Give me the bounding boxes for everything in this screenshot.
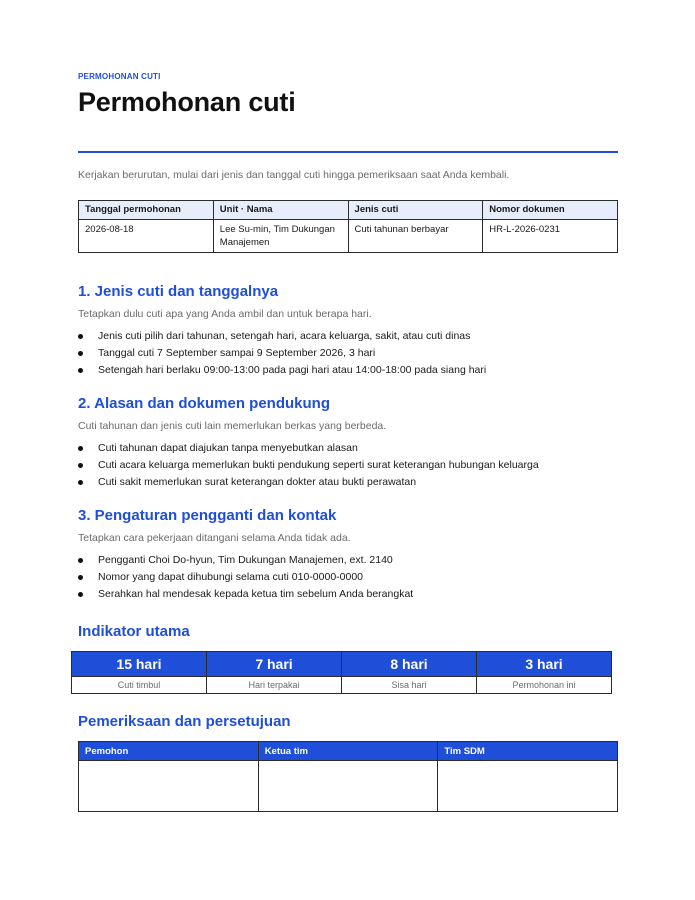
intro-text: Kerjakan berurutan, mulai dari jenis dan tanggal cuti hingga pemeriksaan saat Anda kembali. bbox=[78, 169, 510, 181]
section-reason-documents bbox=[78, 395, 618, 491]
kpi-labels-row bbox=[72, 677, 612, 694]
bullet-icon bbox=[78, 446, 83, 451]
list-item: Cuti tahunan dapat diajukan tanpa menyebutkan alasan bbox=[78, 440, 618, 457]
signature-box-applicant[interactable] bbox=[79, 761, 259, 812]
section-title: 1. Jenis cuti dan tanggalnya bbox=[78, 283, 279, 300]
value-unit-name: Lee Su-min, Tim Dukungan Manajemen bbox=[213, 220, 348, 253]
kpi-title: Indikator utama bbox=[78, 623, 190, 640]
kpi-label-this-request: Permohonan ini bbox=[477, 677, 612, 694]
bullet-icon bbox=[78, 368, 83, 373]
approval-table bbox=[78, 741, 618, 812]
kpi-table bbox=[71, 651, 612, 694]
section-description: Tetapkan cara pekerjaan ditangani selama Anda tidak ada. bbox=[78, 532, 351, 544]
request-info-table bbox=[78, 200, 618, 253]
bullet-icon bbox=[78, 575, 83, 580]
list-item: Nomor yang dapat dihubungi selama cuti 010-0000-0000 bbox=[78, 569, 618, 586]
bullet-icon bbox=[78, 334, 83, 339]
bullet-icon bbox=[78, 463, 83, 468]
approval-header-team-lead: Ketua tim bbox=[258, 742, 438, 761]
list-item: Tanggal cuti 7 September sampai 9 September 2026, 3 hari bbox=[78, 345, 618, 362]
header-request-date: Tanggal permohonan bbox=[79, 201, 214, 220]
approval-signature-row bbox=[79, 761, 618, 812]
kpi-label-remaining: Sisa hari bbox=[342, 677, 477, 694]
approval-title: Pemeriksaan dan persetujuan bbox=[78, 713, 291, 730]
bullet-icon bbox=[78, 480, 83, 485]
bullet-list bbox=[78, 552, 618, 603]
header-leave-type: Jenis cuti bbox=[348, 201, 483, 220]
approval-header-hr: Tim SDM bbox=[438, 742, 618, 761]
bullet-list bbox=[78, 328, 618, 379]
approval-header-row bbox=[79, 742, 618, 761]
list-item: Cuti sakit memerlukan surat keterangan dokter atau bukti perawatan bbox=[78, 474, 618, 491]
list-item: Jenis cuti pilih dari tahunan, setengah hari, acara keluarga, sakit, atau cuti dinas bbox=[78, 328, 618, 345]
value-document-number: HR-L-2026-0231 bbox=[483, 220, 618, 253]
approval-header-applicant: Pemohon bbox=[79, 742, 259, 761]
bullet-icon bbox=[78, 558, 83, 563]
list-item: Pengganti Choi Do-hyun, Tim Dukungan Manajemen, ext. 2140 bbox=[78, 552, 618, 569]
kpi-label-accrued: Cuti timbul bbox=[72, 677, 207, 694]
value-leave-type: Cuti tahunan berbayar bbox=[348, 220, 483, 253]
section-description: Cuti tahunan dan jenis cuti lain memerlukan berkas yang berbeda. bbox=[78, 420, 387, 432]
kpi-value-this-request: 3 hari bbox=[477, 652, 612, 677]
kpi-label-used: Hari terpakai bbox=[207, 677, 342, 694]
section-title: 2. Alasan dan dokumen pendukung bbox=[78, 395, 330, 412]
bullet-list bbox=[78, 440, 618, 491]
section-description: Tetapkan dulu cuti apa yang Anda ambil dan untuk berapa hari. bbox=[78, 308, 372, 320]
header-unit-name: Unit · Nama bbox=[213, 201, 348, 220]
signature-box-hr[interactable] bbox=[438, 761, 618, 812]
kpi-value-remaining: 8 hari bbox=[342, 652, 477, 677]
section-leave-type-dates bbox=[78, 283, 618, 379]
page-title: Permohonan cuti bbox=[78, 87, 296, 117]
document-eyebrow: PERMOHONAN CUTI bbox=[78, 72, 161, 81]
title-divider bbox=[78, 151, 618, 153]
kpi-value-used: 7 hari bbox=[207, 652, 342, 677]
header-document-number: Nomor dokumen bbox=[483, 201, 618, 220]
request-info-value-row bbox=[79, 220, 618, 253]
kpi-values-row bbox=[72, 652, 612, 677]
kpi-value-accrued: 15 hari bbox=[72, 652, 207, 677]
list-item: Setengah hari berlaku 09:00-13:00 pada pagi hari atau 14:00-18:00 pada siang hari bbox=[78, 362, 618, 379]
section-substitute-contact bbox=[78, 507, 618, 603]
list-item: Cuti acara keluarga memerlukan bukti pendukung seperti surat keterangan hubungan keluarga bbox=[78, 457, 618, 474]
bullet-icon bbox=[78, 351, 83, 356]
signature-box-team-lead[interactable] bbox=[258, 761, 438, 812]
value-request-date: 2026-08-18 bbox=[79, 220, 214, 253]
bullet-icon bbox=[78, 592, 83, 597]
section-title: 3. Pengaturan pengganti dan kontak bbox=[78, 507, 337, 524]
request-info-header-row bbox=[79, 201, 618, 220]
list-item: Serahkan hal mendesak kepada ketua tim sebelum Anda berangkat bbox=[78, 586, 618, 603]
